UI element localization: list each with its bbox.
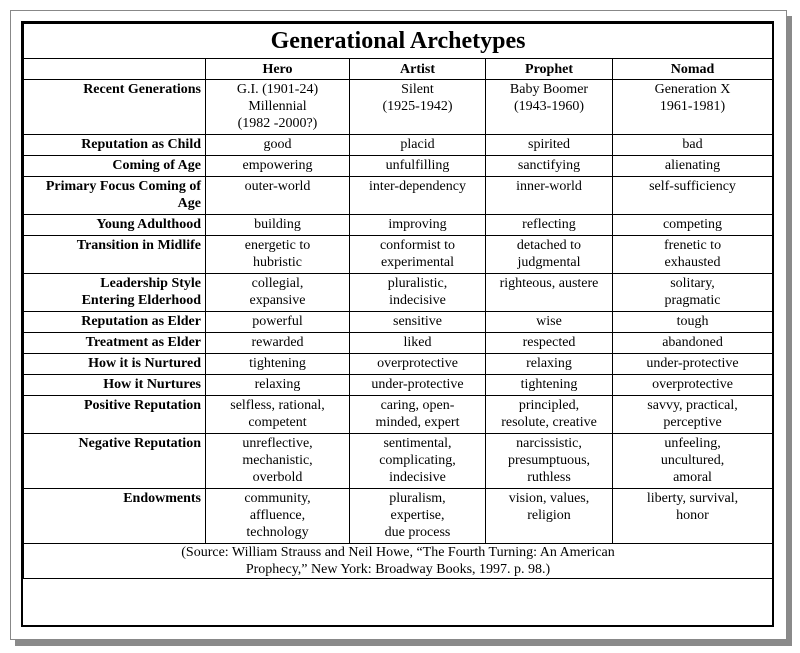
table-cell: inter-dependency [350,177,486,215]
table-cell: liberty, survival, honor [613,489,773,544]
table-cell: savvy, practical, perceptive [613,396,773,434]
row-label: How it Nurtures [24,375,206,396]
table-row [24,80,773,135]
table-cell: empowering [206,156,350,177]
row-label: Reputation as Child [24,135,206,156]
table-row [24,135,773,156]
row-label: Recent Generations [24,80,206,135]
archetypes-table [23,23,773,579]
table-title: Generational Archetypes [24,24,773,59]
header-hero: Hero [206,59,350,80]
table-cell: relaxing [206,375,350,396]
table-cell: spirited [486,135,613,156]
source-line-1: (Source: William Strauss and Neil Howe, “The Fourth Turning: An American [181,545,615,560]
table-cell: inner-world [486,177,613,215]
table-row [24,215,773,236]
table-row [24,236,773,274]
table-cell: energetic to hubristic [206,236,350,274]
table-row [24,177,773,215]
table-cell: competing [613,215,773,236]
table-row [24,396,773,434]
table-cell: under-protective [350,375,486,396]
row-label: Primary Focus Coming of Age [24,177,206,215]
table-cell: Silent (1925-1942) [350,80,486,135]
table-cell: under-protective [613,354,773,375]
row-label: Leadership Style Entering Elderhood [24,274,206,312]
row-label: Positive Reputation [24,396,206,434]
table-row [24,312,773,333]
row-label: How it is Nurtured [24,354,206,375]
table-cell: unreflective, mechanistic, overbold [206,434,350,489]
table-cell: narcissistic, presumptuous, ruthless [486,434,613,489]
table-cell: self-sufficiency [613,177,773,215]
table-row [24,489,773,544]
row-label: Reputation as Elder [24,312,206,333]
source-citation [24,544,773,579]
table-row [24,274,773,312]
header-prophet: Prophet [486,59,613,80]
table-cell: tightening [206,354,350,375]
row-label: Treatment as Elder [24,333,206,354]
table-cell: alienating [613,156,773,177]
table-row [24,156,773,177]
table-cell: righteous, austere [486,274,613,312]
table-cell: sensitive [350,312,486,333]
table-border [21,21,774,627]
row-label: Endowments [24,489,206,544]
table-cell: reflecting [486,215,613,236]
row-label: Negative Reputation [24,434,206,489]
header-corner [24,59,206,80]
table-cell: selfless, rational, competent [206,396,350,434]
table-cell: bad [613,135,773,156]
table-cell: respected [486,333,613,354]
table-cell: principled, resolute, creative [486,396,613,434]
table-cell: powerful [206,312,350,333]
table-cell: abandoned [613,333,773,354]
table-row [24,354,773,375]
table-cell: Baby Boomer (1943-1960) [486,80,613,135]
figure-frame [10,10,787,640]
table-cell: tightening [486,375,613,396]
header-artist: Artist [350,59,486,80]
table-cell: caring, open- minded, expert [350,396,486,434]
table-cell: community, affluence, technology [206,489,350,544]
table-cell: relaxing [486,354,613,375]
table-cell: sanctifying [486,156,613,177]
table-cell: G.I. (1901-24) Millennial (1982 -2000?) [206,80,350,135]
table-cell: unfulfilling [350,156,486,177]
table-cell: vision, values, religion [486,489,613,544]
header-nomad: Nomad [613,59,773,80]
table-cell: solitary, pragmatic [613,274,773,312]
table-cell: Generation X 1961-1981) [613,80,773,135]
table-cell: improving [350,215,486,236]
table-body [24,80,773,544]
table-cell: detached to judgmental [486,236,613,274]
table-cell: frenetic to exhausted [613,236,773,274]
table-cell: liked [350,333,486,354]
table-cell: placid [350,135,486,156]
table-cell: unfeeling, uncultured, amoral [613,434,773,489]
table-cell: rewarded [206,333,350,354]
row-label: Young Adulthood [24,215,206,236]
table-cell: tough [613,312,773,333]
table-cell: overprotective [350,354,486,375]
table-cell: pluralistic, indecisive [350,274,486,312]
table-cell: building [206,215,350,236]
source-line-2: Prophecy,” New York: Broadway Books, 1997. p. 98.) [245,562,551,577]
table-cell: good [206,135,350,156]
table-cell: collegial, expansive [206,274,350,312]
table-cell: pluralism, expertise, due process [350,489,486,544]
table-cell: conformist to experimental [350,236,486,274]
header-row [24,59,773,80]
row-label: Coming of Age [24,156,206,177]
row-label: Transition in Midlife [24,236,206,274]
table-row [24,434,773,489]
table-cell: sentimental, complicating, indecisive [350,434,486,489]
table-cell: wise [486,312,613,333]
table-cell: overprotective [613,375,773,396]
table-row [24,333,773,354]
table-cell: outer-world [206,177,350,215]
table-row [24,375,773,396]
